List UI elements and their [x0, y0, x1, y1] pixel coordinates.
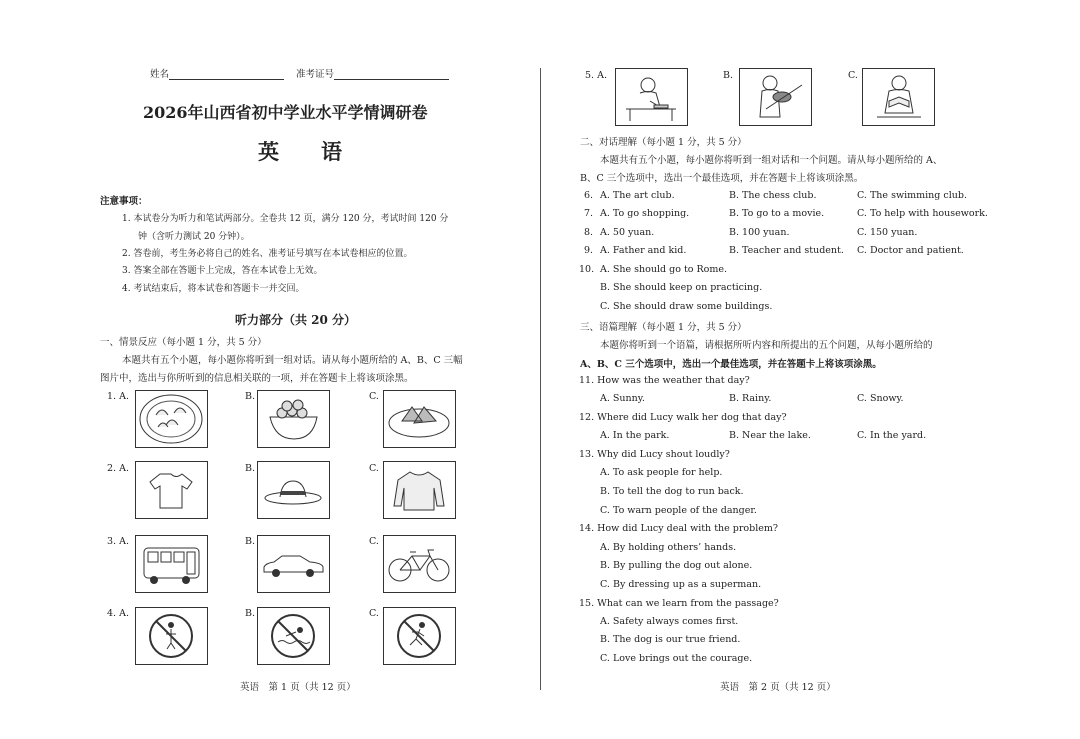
- q10-a: A. She should go to Rome.: [600, 264, 728, 275]
- q9-b: B. Teacher and student.: [729, 245, 844, 256]
- t-shirt-icon[interactable]: [135, 461, 208, 519]
- exam-id-field: [296, 66, 449, 80]
- q1-label: 1. A.: [107, 391, 129, 402]
- q4-label: 4. A.: [107, 608, 129, 619]
- zongzi-plate-icon[interactable]: [383, 390, 456, 448]
- section3-desc-1: 本题你将听到一个语篇，请根据所听内容和所提出的五个问题，从每小题所给的: [600, 340, 933, 351]
- q4-c-label: C.: [369, 608, 379, 619]
- q2-label: 2. A.: [107, 463, 129, 474]
- q15-b: B. The dog is our true friend.: [600, 634, 741, 645]
- q14-b: B. By pulling the dog out alone.: [600, 560, 753, 571]
- q9-num: 9.: [584, 245, 594, 256]
- q13-b: B. To tell the dog to run back.: [600, 486, 744, 497]
- q15-a: A. Safety always comes first.: [600, 616, 739, 627]
- q14-c: C. By dressing up as a superman.: [600, 579, 762, 590]
- section1-desc-2: 图片中，选出与你所听到的信息相关联的一项，并在答题卡上将该项涂黑。: [100, 373, 414, 384]
- exam-id-label: 准考证号: [296, 69, 335, 80]
- note-1: 1. 本试卷分为听力和笔试两部分。全卷共 12 页，满分 120 分，考试时间 120 分: [122, 214, 449, 224]
- bowl-of-rice-balls-icon[interactable]: [257, 390, 330, 448]
- q6-b: B. The chess club.: [729, 190, 817, 201]
- sweater-icon[interactable]: [383, 461, 456, 519]
- boy-violin-icon[interactable]: [739, 68, 812, 126]
- name-field: [150, 66, 284, 80]
- q1-b-label: B.: [245, 391, 256, 402]
- section2-desc-1: 本题共有五个小题，每小题你将听到一组对话和一个问题。请从每小题所给的 A、: [600, 155, 943, 166]
- listening-title: 听力部分（共 20 分）: [235, 313, 357, 327]
- q14-a: A. By holding others’ hands.: [600, 542, 737, 553]
- section1-desc-1: 本题共有五个小题，每小题你将听到一组对话。请从每小题所给的 A、B、C 三幅: [122, 355, 463, 366]
- car-icon[interactable]: [257, 535, 330, 593]
- q2-c-label: C.: [369, 463, 379, 474]
- q11-question: 11. How was the weather that day?: [579, 375, 750, 386]
- right-page: [542, 0, 1080, 739]
- q14-question: 14. How did Lucy deal with the problem?: [579, 523, 778, 534]
- note-3: 3. 答案全部在答题卡上完成，答在本试卷上无效。: [122, 266, 323, 276]
- note-2: 2. 答卷前，考生务必将自己的姓名、准考证号填写在本试卷相应的位置。: [122, 249, 413, 259]
- q8-c: C. 150 yuan.: [857, 227, 918, 238]
- no-running-sign-icon[interactable]: [383, 607, 456, 665]
- name-blank[interactable]: [169, 70, 284, 80]
- q15-question: 15. What can we learn from the passage?: [579, 598, 779, 609]
- q10-num: 10.: [579, 264, 595, 275]
- section2-desc-2: B、C 三个选项中，选出一个最佳选项，并在答题卡上将该项涂黑。: [580, 173, 864, 184]
- q4-b-label: B.: [245, 608, 256, 619]
- q12-c: C. In the yard.: [857, 430, 927, 441]
- exam-id-blank[interactable]: [334, 70, 449, 80]
- bicycle-icon[interactable]: [383, 535, 456, 593]
- q9-c: C. Doctor and patient.: [857, 245, 964, 256]
- q5-c-label: C.: [848, 70, 858, 81]
- q7-a: A. To go shopping.: [600, 208, 690, 219]
- page-divider: [540, 68, 541, 690]
- page-footer-left: 英语 第 1 页（共 12 页）: [240, 682, 356, 693]
- no-standing-sign-icon[interactable]: [135, 607, 208, 665]
- subject-title: 英 语: [258, 139, 342, 164]
- q12-b: B. Near the lake.: [729, 430, 811, 441]
- section2-title: 二、对话理解（每小题 1 分，共 5 分）: [580, 137, 747, 148]
- boy-reading-icon[interactable]: [862, 68, 935, 126]
- boy-writing-icon[interactable]: [615, 68, 688, 126]
- q13-a: A. To ask people for help.: [600, 467, 723, 478]
- q8-num: 8.: [584, 227, 594, 238]
- q11-c: C. Snowy.: [857, 393, 904, 404]
- q3-c-label: C.: [369, 536, 379, 547]
- q6-num: 6.: [584, 190, 594, 201]
- section1-title: 一、情景反应（每小题 1 分，共 5 分）: [100, 337, 267, 348]
- hat-icon[interactable]: [257, 461, 330, 519]
- q5-b-label: B.: [723, 70, 734, 81]
- dumplings-icon[interactable]: [135, 390, 208, 448]
- note-4: 4. 考试结束后，将本试卷和答题卡一并交回。: [122, 284, 305, 294]
- q9-a: A. Father and kid.: [600, 245, 687, 256]
- q7-b: B. To go to a movie.: [729, 208, 825, 219]
- q11-b: B. Rainy.: [729, 393, 772, 404]
- q10-b: B. She should keep on practicing.: [600, 282, 763, 293]
- section3-desc-2: A、B、C 三个选项中，选出一个最佳选项，并在答题卡上将该项涂黑。: [580, 359, 882, 370]
- no-swimming-sign-icon[interactable]: [257, 607, 330, 665]
- q7-c: C. To help with housework.: [857, 208, 988, 219]
- q3-label: 3. A.: [107, 536, 129, 547]
- q7-num: 7.: [584, 208, 594, 219]
- q2-b-label: B.: [245, 463, 256, 474]
- q10-c: C. She should draw some buildings.: [600, 301, 773, 312]
- q8-b: B. 100 yuan.: [729, 227, 790, 238]
- q6-a: A. The art club.: [600, 190, 675, 201]
- q12-question: 12. Where did Lucy walk her dog that day?: [579, 412, 787, 423]
- q3-b-label: B.: [245, 536, 256, 547]
- q1-c-label: C.: [369, 391, 379, 402]
- q11-a: A. Sunny.: [600, 393, 645, 404]
- section3-title: 三、语篇理解（每小题 1 分，共 5 分）: [580, 322, 747, 333]
- q12-a: A. In the park.: [600, 430, 670, 441]
- name-label: 姓名: [150, 69, 170, 80]
- q13-c: C. To warn people of the danger.: [600, 505, 757, 516]
- q5-label: 5. A.: [585, 70, 607, 81]
- note-1-cont: 钟（含听力测试 20 分钟）。: [138, 232, 250, 242]
- q13-question: 13. Why did Lucy shout loudly?: [579, 449, 730, 460]
- q8-a: A. 50 yuan.: [600, 227, 655, 238]
- q6-c: C. The swimming club.: [857, 190, 967, 201]
- exam-title: 2026年山西省初中学业水平学情调研卷: [143, 103, 428, 122]
- q15-c: C. Love brings out the courage.: [600, 653, 753, 664]
- page-footer-right: 英语 第 2 页（共 12 页）: [720, 682, 836, 693]
- bus-icon[interactable]: [135, 535, 208, 593]
- notes-title: 注意事项：: [100, 196, 148, 207]
